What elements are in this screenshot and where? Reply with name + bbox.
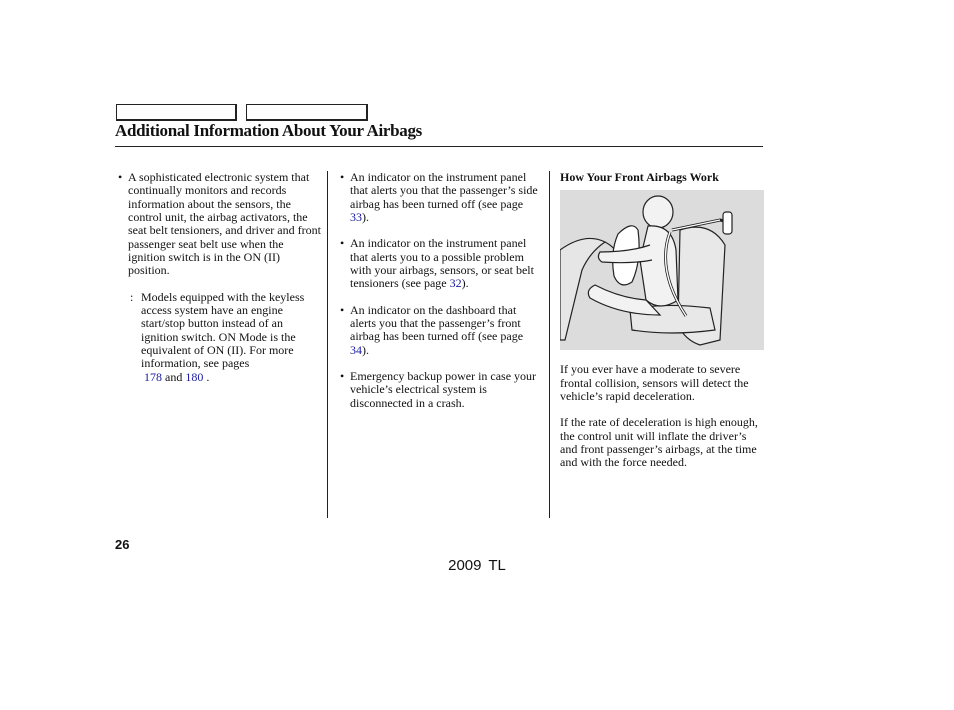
page-link-34[interactable]: 34 (350, 342, 362, 357)
list-item (339, 171, 545, 224)
column-right (560, 171, 766, 483)
bullet-icon: • (340, 369, 345, 384)
note-marker: : (130, 289, 134, 304)
column-middle (339, 171, 545, 410)
page-link-33[interactable]: 33 (350, 210, 362, 225)
page-link-180[interactable]: 180 (185, 369, 204, 384)
page-link-32[interactable]: 32 (449, 276, 462, 291)
note-block (117, 291, 323, 384)
header-tab-box-right (246, 104, 368, 121)
paragraph-2: If the rate of deceleration is high enough, the control unit will inflate the driver’s and front passenger’s airbags, at the time and with the force needed. (560, 415, 758, 470)
item-text: An indicator on the instrument panel that alerts you to a possible problem with your airbags, sensors, or seat belt tensioners (see page (350, 236, 534, 291)
page-link-178[interactable]: 178 (144, 369, 162, 384)
note-and: and (165, 369, 183, 384)
list-item (339, 237, 545, 290)
page-title: Additional Information About Your Airbags (115, 121, 422, 140)
note-text: Models equipped with the keyless access system have an engine start/stop button instead of an ignition switch. ON Mode is the equivalent of ON (II). For more information, see pages (141, 289, 305, 371)
bullet-icon: • (340, 170, 345, 184)
bullet-icon: • (118, 170, 123, 184)
page-number: 26 (115, 537, 130, 552)
paragraph-1: If you ever have a moderate to severe frontal collision, sensors will detect the vehicle’s rapid deceleration. (560, 362, 749, 404)
airbag-illustration (560, 190, 764, 350)
item-text: A sophisticated electronic system that continually monitors and records information about the sensors, the control unit, the airbag activators, the seat belt tensioners, and driver and front passenger seat belt use when the ignition switch is in the ON (II) position. (128, 170, 321, 278)
item-text: An indicator on the instrument panel that alerts you that the passenger’s side airbag has been turned off (see page (350, 170, 538, 211)
airbag-deployment-icon (560, 190, 764, 350)
column-left (117, 171, 323, 384)
bullet-icon: • (340, 236, 345, 251)
item-text: An indicator on the dashboard that alerts you that the passenger’s front airbag has been turned off (see page (350, 302, 524, 344)
bullet-icon: • (340, 302, 345, 317)
item-end: ). (362, 210, 369, 225)
item-end: ). (362, 342, 369, 357)
list-item (339, 370, 545, 410)
model-footer: 2009 TL (448, 557, 506, 574)
section-heading: How Your Front Airbags Work (560, 170, 719, 184)
list-item (117, 171, 323, 278)
note-end: . (206, 369, 210, 384)
list-item (339, 304, 545, 357)
column-divider-2 (549, 171, 550, 518)
item-text: Emergency backup power in case your vehicle’s electrical system is disconnected in a crash. (350, 369, 537, 410)
title-divider (115, 146, 763, 147)
header-tab-box-left (116, 104, 237, 121)
item-end: ). (461, 276, 469, 291)
column-divider-1 (327, 171, 328, 518)
